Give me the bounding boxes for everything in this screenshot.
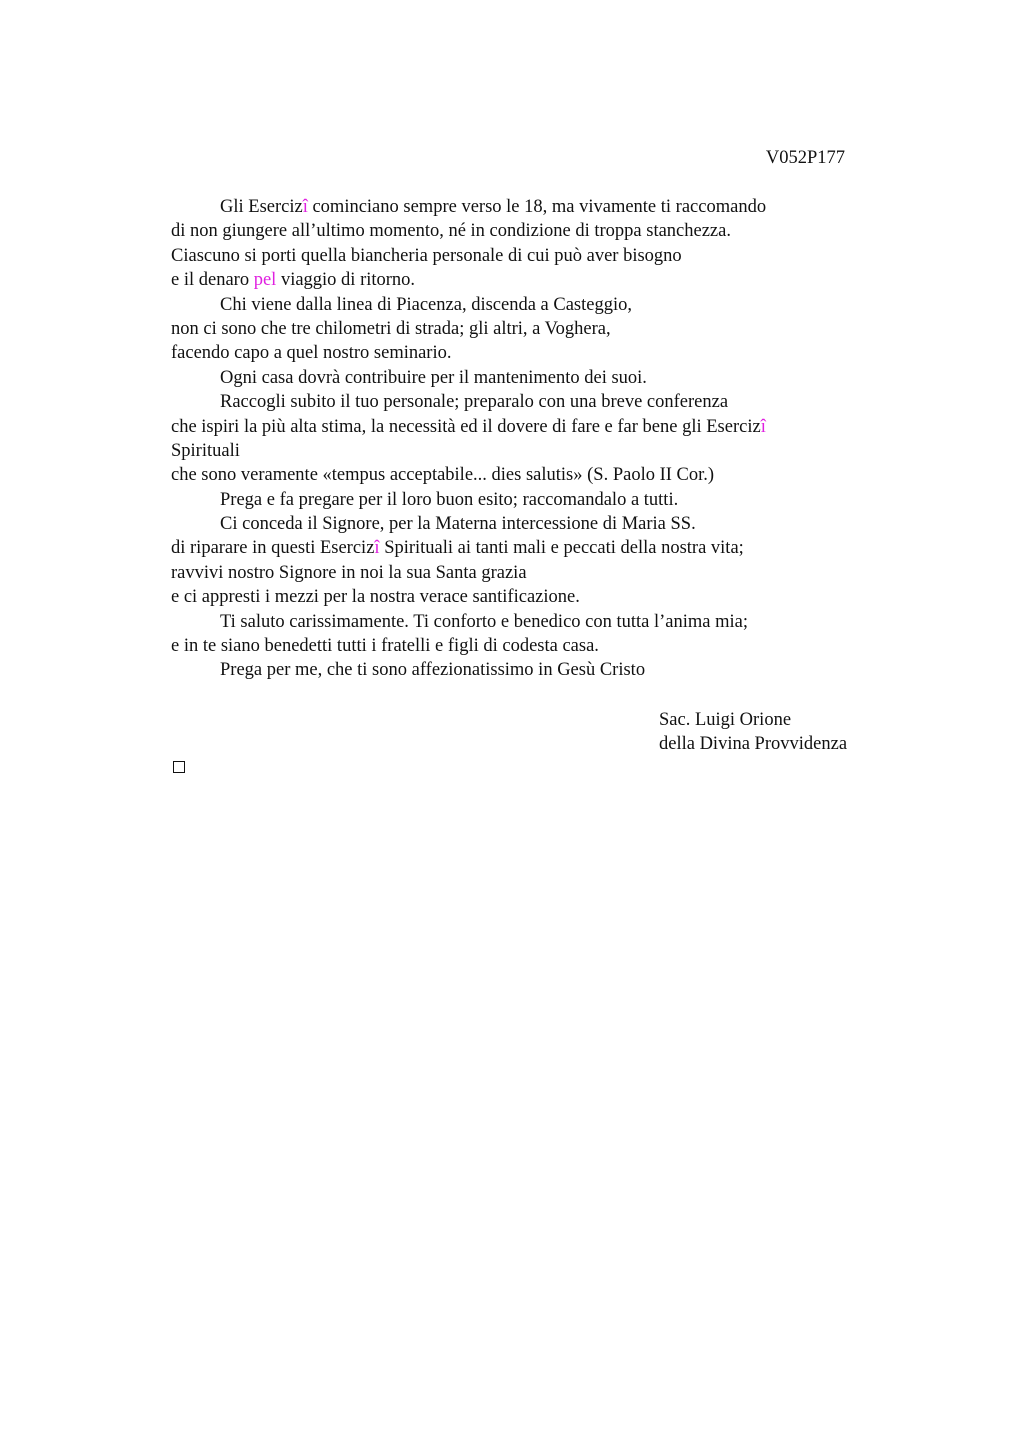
line-text: Spirituali ai tanti mali e peccati della nostra vita;	[379, 538, 744, 559]
line-text: non ci sono che tre chilometri di strada; gli altri, a Voghera,	[171, 318, 611, 339]
letter-line	[171, 488, 871, 512]
line-text: Chi viene dalla linea di Piacenza, discenda a Casteggio,	[220, 294, 632, 315]
letter-line	[171, 219, 871, 243]
letter-line	[171, 610, 871, 634]
letter-line	[171, 366, 871, 390]
line-text: di non giungere all’ultimo momento, né in condizione di troppa stanchezza.	[171, 221, 731, 242]
line-text: ravvivi nostro Signore in noi la sua Santa grazia	[171, 562, 527, 583]
line-text: Gli Eserciz	[220, 197, 303, 217]
letter-body	[171, 195, 871, 683]
line-text: Prega per me, che ti sono affezionatissimo in Gesù Cristo	[220, 660, 646, 681]
line-text: Ci conceda il Signore, per la Materna intercessione di Maria SS.	[220, 514, 696, 535]
letter-line	[171, 268, 871, 292]
signature-title: della Divina Provvidenza	[659, 734, 848, 755]
signature-name: Sac. Luigi Orione	[659, 710, 792, 730]
highlighted-text: î	[760, 416, 766, 437]
line-text: che sono veramente «tempus acceptabile... dies salutis» (S. Paolo II Cor.)	[171, 465, 715, 486]
letter-line	[171, 317, 871, 341]
line-text: cominciano sempre verso le 18, ma vivamente ti raccomando	[307, 197, 767, 217]
letter-line	[171, 536, 871, 560]
square-outline-icon	[173, 761, 185, 773]
letter-line	[171, 415, 871, 439]
line-text: che ispiri la più alta stima, la necessità ed il dovere di fare e far bene gli Eserciz	[171, 416, 761, 437]
letter-line	[171, 463, 871, 487]
letter-line	[171, 561, 871, 585]
letter-line	[171, 293, 871, 317]
line-text: Raccogli subito il tuo personale; preparalo con una breve conferenza	[220, 392, 729, 413]
highlighted-text: î	[302, 197, 308, 217]
letter-line	[171, 439, 871, 463]
letter-line	[171, 658, 871, 682]
page-code: V052P177	[765, 148, 845, 168]
letter-line	[171, 390, 871, 414]
line-text: e ci appresti i mezzi per la nostra verace santificazione.	[171, 587, 580, 608]
letter-line	[171, 341, 871, 365]
line-text: Prega e fa pregare per il loro buon esito; raccomandalo a tutti.	[220, 489, 679, 510]
line-text: di riparare in questi Eserciz	[171, 538, 375, 559]
line-text: Ti saluto carissimamente. Ti conforto e benedico con tutta l’anima mia;	[220, 611, 749, 632]
highlighted-text: pel	[253, 270, 277, 291]
line-text: e in te siano benedetti tutti i fratelli e figli di codesta casa.	[171, 636, 599, 657]
line-text: e il denaro	[171, 270, 254, 291]
letter-line	[171, 585, 871, 609]
line-text: Spirituali	[171, 440, 240, 461]
letter-line	[171, 195, 871, 219]
line-text: facendo capo a quel nostro seminario.	[171, 343, 452, 364]
letter-line	[171, 634, 871, 658]
letter-line	[171, 244, 871, 268]
signature-block	[659, 708, 847, 757]
line-text: viaggio di ritorno.	[276, 270, 416, 291]
line-text: Ciascuno si porti quella biancheria personale di cui può aver bisogno	[171, 245, 682, 266]
line-text: Ogni casa dovrà contribuire per il mantenimento dei suoi.	[220, 367, 647, 388]
letter-line	[171, 512, 871, 536]
highlighted-text: î	[374, 538, 380, 559]
